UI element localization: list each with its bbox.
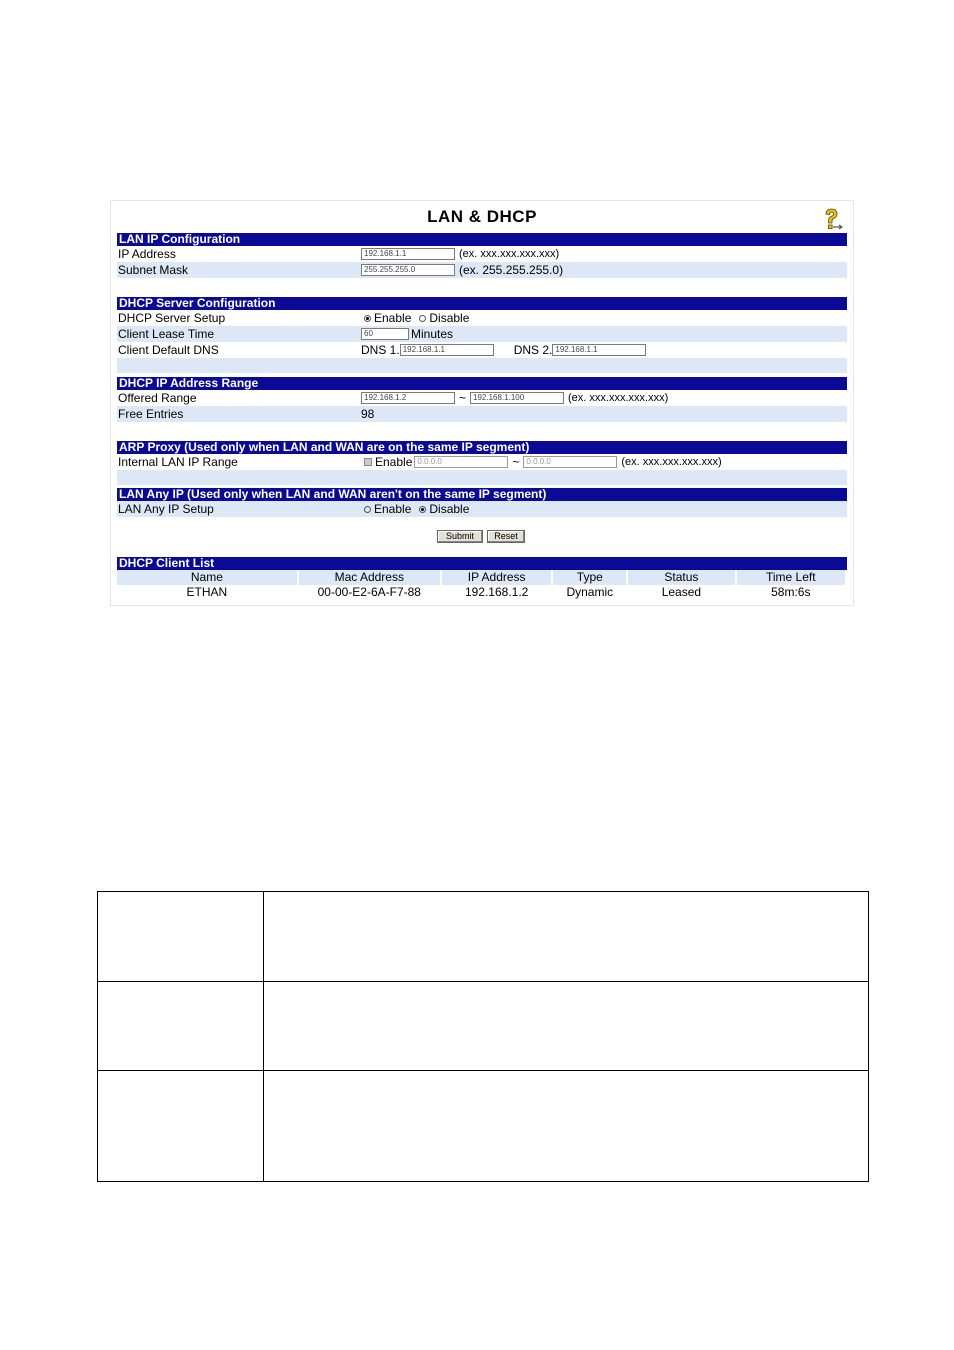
lan-any-ip-label: LAN Any IP Setup — [118, 502, 214, 516]
help-question-icon[interactable] — [819, 208, 843, 232]
table-row — [98, 1071, 869, 1182]
client-status: Leased — [661, 585, 702, 599]
lan-any-ip-section — [117, 488, 847, 517]
dhcp-enable-radio[interactable] — [364, 315, 371, 322]
range-separator: ~ — [459, 391, 467, 405]
lan-ip-header: LAN IP Configuration — [117, 233, 847, 246]
arp-proxy-header: ARP Proxy (Used only when LAN and WAN are on the same IP segment) — [117, 441, 847, 454]
lease-time-input[interactable] — [361, 328, 409, 340]
col-ip: IP Address — [442, 570, 552, 585]
table-cell — [98, 892, 264, 982]
col-name: Name — [117, 570, 297, 585]
client-time-left: 58m:6s — [771, 585, 811, 599]
table-cell — [98, 982, 264, 1071]
dhcp-setup-label: DHCP Server Setup — [118, 311, 226, 325]
client-list-header-row — [117, 570, 845, 585]
client-list-table — [115, 570, 847, 600]
arp-enable-checkbox[interactable] — [364, 458, 372, 466]
anyip-disable-radio[interactable] — [419, 506, 426, 513]
spacer-row — [117, 470, 847, 485]
dhcp-range-header: DHCP IP Address Range — [117, 377, 847, 390]
free-entries-row — [117, 406, 847, 422]
ip-address-input[interactable] — [361, 248, 455, 260]
col-time-left: Time Left — [737, 570, 845, 585]
range-end-input[interactable] — [470, 392, 564, 404]
client-type: Dynamic — [566, 585, 614, 599]
ip-address-row — [117, 246, 847, 262]
ip-address-hint: (ex. xxx.xxx.xxx.xxx) — [459, 248, 560, 260]
table-cell — [264, 1071, 869, 1182]
table-row — [98, 892, 869, 982]
page-title: LAN & DHCP — [427, 207, 537, 226]
offered-range-label: Offered Range — [118, 391, 197, 405]
arp-range-hint: (ex. xxx.xxx.xxx.xxx) — [621, 456, 722, 468]
anyip-disable-label: Disable — [429, 502, 470, 516]
anyip-enable-label: Enable — [374, 502, 412, 516]
lan-ip-section — [117, 233, 847, 293]
dhcp-range-section — [117, 377, 847, 437]
spacer-row — [117, 278, 847, 293]
subnet-mask-label: Subnet Mask — [118, 263, 189, 277]
table-row — [98, 982, 869, 1071]
lease-time-label: Client Lease Time — [118, 327, 215, 341]
col-type: Type — [553, 570, 626, 585]
table-cell — [264, 892, 869, 982]
lease-unit-label: Minutes — [411, 327, 454, 341]
dhcp-enable-label: Enable — [374, 311, 412, 325]
dhcp-setup-row — [117, 310, 847, 326]
lan-any-ip-row — [117, 501, 847, 517]
dhcp-server-section — [117, 297, 847, 373]
table-row — [117, 585, 845, 600]
range-hint: (ex. xxx.xxx.xxx.xxx) — [568, 392, 669, 404]
subnet-mask-hint: (ex. 255.255.255.0) — [459, 263, 564, 277]
dhcp-server-header: DHCP Server Configuration — [117, 297, 847, 310]
arp-proxy-section — [117, 441, 847, 485]
default-dns-row — [117, 342, 847, 358]
table-cell — [98, 1071, 264, 1182]
dhcp-disable-radio[interactable] — [419, 315, 426, 322]
col-mac: Mac Address — [299, 570, 440, 585]
submit-button[interactable]: Submit — [437, 530, 483, 543]
arp-range-separator: ~ — [512, 455, 520, 469]
table-cell — [264, 982, 869, 1071]
dns2-label: DNS 2. — [513, 343, 553, 357]
dns1-input[interactable] — [400, 344, 494, 356]
client-name: ETHAN — [186, 585, 228, 599]
client-ip: 192.168.1.2 — [464, 585, 529, 599]
dns1-label: DNS 1. — [361, 343, 400, 357]
free-entries-label: Free Entries — [118, 407, 184, 421]
reset-button[interactable]: Reset — [487, 530, 525, 543]
default-dns-label: Client Default DNS — [118, 343, 219, 357]
dns2-input[interactable] — [552, 344, 646, 356]
lan-any-ip-header: LAN Any IP (Used only when LAN and WAN aren't on the same IP segment) — [117, 488, 847, 501]
free-entries-value: 98 — [361, 407, 375, 421]
client-mac: 00-00-E2-6A-F7-88 — [317, 585, 421, 599]
lease-time-row — [117, 326, 847, 342]
arp-range-start-input[interactable] — [414, 456, 508, 468]
arp-range-end-input[interactable] — [523, 456, 617, 468]
ip-address-label: IP Address — [118, 247, 176, 261]
subnet-mask-input[interactable] — [361, 264, 455, 276]
anyip-enable-radio[interactable] — [364, 506, 371, 513]
spacer-row — [117, 422, 847, 437]
client-list-section — [117, 557, 847, 600]
client-list-header: DHCP Client List — [117, 557, 847, 570]
range-start-input[interactable] — [361, 392, 455, 404]
dhcp-disable-label: Disable — [429, 311, 470, 325]
internal-lan-range-label: Internal LAN IP Range — [118, 455, 238, 469]
arp-enable-label: Enable — [375, 455, 413, 469]
spacer-row — [117, 358, 847, 373]
offered-range-row — [117, 390, 847, 406]
description-table — [97, 891, 869, 1182]
col-status: Status — [628, 570, 734, 585]
internal-lan-range-row — [117, 454, 847, 470]
subnet-mask-row — [117, 262, 847, 278]
